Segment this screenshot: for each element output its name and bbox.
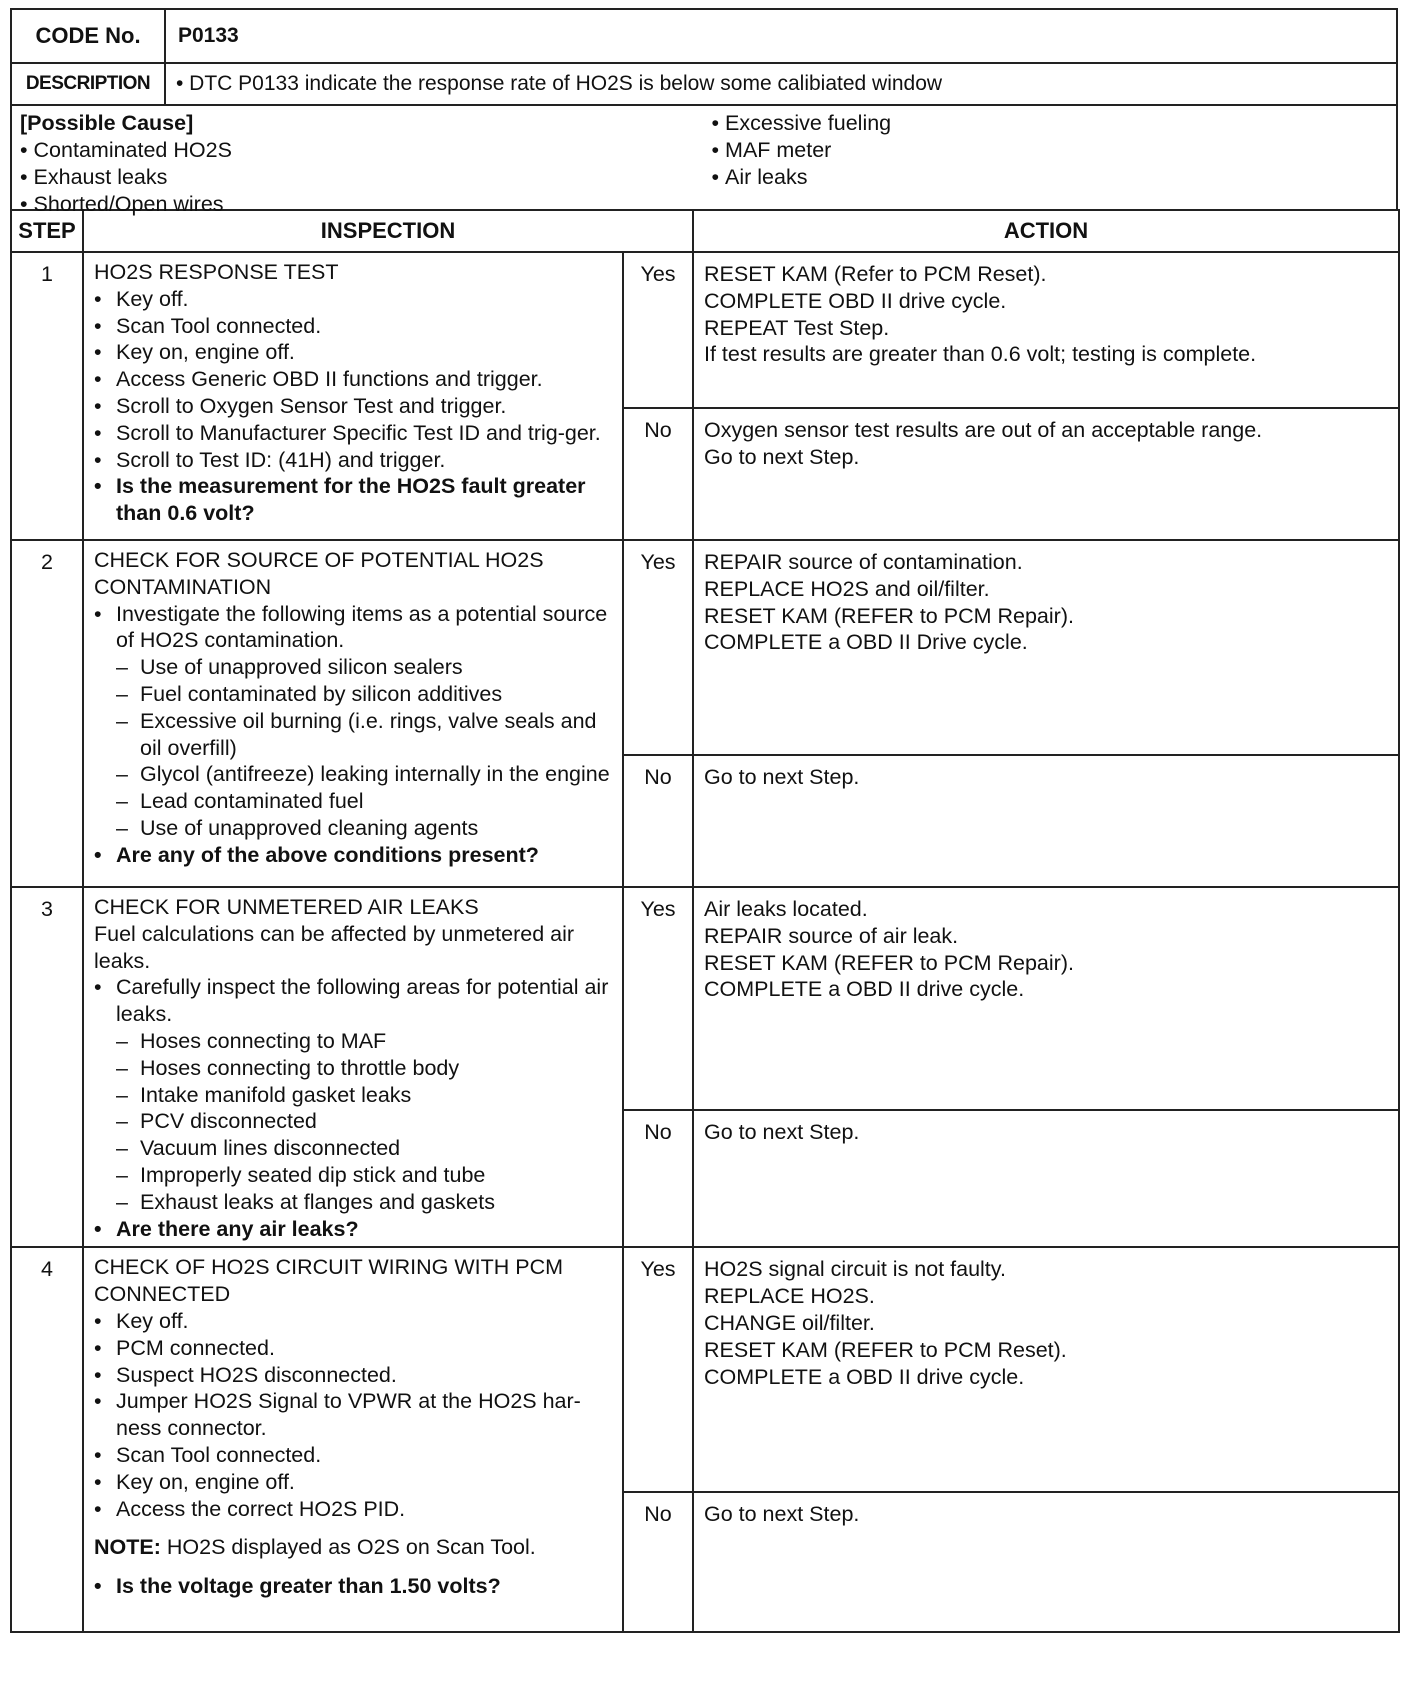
step-inspection <box>83 1247 623 1632</box>
cause-list-left <box>20 137 697 218</box>
action-line: RESET KAM (REFER to PCM Repair). <box>704 950 1074 975</box>
yes-label: Yes <box>623 887 693 1110</box>
action-line: COMPLETE OBD II drive cycle. <box>704 288 1007 313</box>
inspection-bullet: • Key off. <box>94 286 614 313</box>
inspection-bullet: • Scan Tool connected. <box>94 313 614 340</box>
inspection-subitem: – Excessive oil burning (i.e. rings, valve seals and oil overfill) <box>94 708 614 762</box>
dtc-sheet <box>10 8 1398 1633</box>
action-line: RESET KAM (Refer to PCM Reset). <box>704 262 1047 286</box>
inspection-subitem: – Intake manifold gasket leaks <box>94 1082 614 1109</box>
action-line: COMPLETE a OBD II drive cycle. <box>704 977 1025 1002</box>
action-line: COMPLETE a OBD II drive cycle. <box>704 1364 1025 1389</box>
step-number: 2 <box>11 540 83 887</box>
description-row <box>10 62 1398 104</box>
step-title: CHECK FOR SOURCE OF POTENTIAL HO2S CONTAMINATION <box>94 548 544 599</box>
inspection-subitem: – Glycol (antifreeze) leaking internally in the engine <box>94 761 614 788</box>
table-row <box>11 540 1399 755</box>
step-number: 1 <box>11 252 83 540</box>
action-line: Go to next Step. <box>704 1120 860 1145</box>
action-line: Go to next Step. <box>704 1502 860 1527</box>
step-title: HO2S RESPONSE TEST <box>94 260 339 284</box>
action-line: RESET KAM (REFER to PCM Repair). <box>704 603 1074 628</box>
inspection-bullet: • Jumper HO2S Signal to VPWR at the HO2S har-ness connector. <box>94 1388 614 1442</box>
action-line: REPAIR source of contamination. <box>704 550 1023 574</box>
inspection-subitem: – Exhaust leaks at flanges and gaskets <box>94 1189 614 1216</box>
step-number: 4 <box>11 1247 83 1632</box>
inspection-bullet: • Suspect HO2S disconnected. <box>94 1362 614 1389</box>
table-row <box>11 252 1399 408</box>
possible-cause-title: [Possible Cause] <box>20 111 194 135</box>
cause-item: • Excessive fueling <box>712 110 1389 137</box>
inspection-bullet: • Scan Tool connected. <box>94 1442 614 1469</box>
code-row <box>10 8 1398 62</box>
step-inspection <box>83 887 623 1247</box>
inspection-bullet: • Access the correct HO2S PID. <box>94 1496 614 1523</box>
action-line: REPLACE HO2S and oil/filter. <box>704 576 990 601</box>
cause-item: • Exhaust leaks <box>20 164 697 191</box>
yes-action <box>693 540 1399 755</box>
action-line: REPLACE HO2S. <box>704 1284 875 1309</box>
inspection-subitem: – Lead contaminated fuel <box>94 788 614 815</box>
inspection-subitem: – Vacuum lines disconnected <box>94 1135 614 1162</box>
note-label: NOTE: <box>94 1535 161 1560</box>
action-line: COMPLETE a OBD II Drive cycle. <box>704 630 1028 655</box>
step-intro: Fuel calculations can be affected by unmetered air leaks. <box>94 921 575 973</box>
no-action <box>693 1492 1399 1632</box>
yes-label: Yes <box>623 1247 693 1492</box>
possible-cause-section <box>10 104 1398 216</box>
cause-item: • Shorted/Open wires <box>20 191 697 218</box>
yes-action <box>693 252 1399 408</box>
step-number: 3 <box>11 887 83 1247</box>
inspection-bullet: • PCM connected. <box>94 1335 614 1362</box>
table-row <box>11 887 1399 1110</box>
yes-action <box>693 887 1399 1110</box>
cause-list-right <box>697 110 1389 218</box>
inspection-question: • Are there any air leaks? <box>94 1216 614 1243</box>
action-line: RESET KAM (REFER to PCM Reset). <box>704 1337 1067 1362</box>
action-line: CHANGE oil/filter. <box>704 1310 875 1335</box>
cause-item: • Contaminated HO2S <box>20 137 697 164</box>
inspection-bullet: • Investigate the following items as a potential source of HO2S contamination. <box>94 601 614 655</box>
inspection-bullet: • Access Generic OBD II functions and trigger. <box>94 366 614 393</box>
inspection-subitem: – Use of unapproved cleaning agents <box>94 815 614 842</box>
inspection-table <box>10 209 1400 1633</box>
yes-label: Yes <box>623 540 693 755</box>
action-line: REPEAT Test Step. <box>704 315 890 340</box>
no-action <box>693 755 1399 887</box>
inspection-subitem: – PCV disconnected <box>94 1108 614 1135</box>
note <box>94 1534 614 1561</box>
cause-item: • Air leaks <box>712 164 1389 191</box>
inspection-question: • Is the voltage greater than 1.50 volts? <box>94 1573 614 1600</box>
inspection-bullet: • Key on, engine off. <box>94 339 614 366</box>
inspection-column-header: INSPECTION <box>83 210 693 252</box>
no-label: No <box>623 1110 693 1247</box>
inspection-question: • Is the measurement for the HO2S fault greater than 0.6 volt? <box>94 473 614 527</box>
action-line: REPAIR source of air leak. <box>704 923 959 948</box>
action-line: Air leaks located. <box>704 897 868 921</box>
no-label: No <box>623 1492 693 1632</box>
inspection-question: • Are any of the above conditions present? <box>94 842 614 869</box>
action-line: Oxygen sensor test results are out of an acceptable range. <box>704 418 1263 442</box>
inspection-bullet: • Key on, engine off. <box>94 1469 614 1496</box>
inspection-subitem: – Fuel contaminated by silicon additives <box>94 681 614 708</box>
no-action <box>693 1110 1399 1247</box>
table-row <box>11 1247 1399 1492</box>
step-title: CHECK OF HO2S CIRCUIT WIRING WITH PCM CONNECTED <box>94 1255 564 1307</box>
inspection-subitem: – Improperly seated dip stick and tube <box>94 1162 614 1189</box>
action-line: Go to next Step. <box>704 765 860 789</box>
no-label: No <box>623 755 693 887</box>
no-action <box>693 408 1399 540</box>
note-text: HO2S displayed as O2S on Scan Tool. <box>160 1535 536 1560</box>
description-label: DESCRIPTION <box>12 64 166 104</box>
inspection-bullet: • Scroll to Manufacturer Specific Test ID and trig-ger. <box>94 420 614 447</box>
description-text: • DTC P0133 indicate the response rate of HO2S is below some calibiated window <box>176 72 943 95</box>
inspection-bullet: • Key off. <box>94 1308 614 1335</box>
inspection-bullet: • Carefully inspect the following areas for potential air leaks. <box>94 974 614 1028</box>
step-inspection <box>83 540 623 887</box>
yes-label: Yes <box>623 252 693 408</box>
inspection-bullet: • Scroll to Test ID: (41H) and trigger. <box>94 447 614 474</box>
step-title: CHECK FOR UNMETERED AIR LEAKS <box>94 895 479 919</box>
no-label: No <box>623 408 693 540</box>
code-label: CODE No. <box>12 10 166 62</box>
inspection-bullet: • Scroll to Oxygen Sensor Test and trigger. <box>94 393 614 420</box>
action-line: HO2S signal circuit is not faulty. <box>704 1257 1006 1282</box>
inspection-subitem: – Hoses connecting to MAF <box>94 1028 614 1055</box>
inspection-subitem: – Hoses connecting to throttle body <box>94 1055 614 1082</box>
code-value: P0133 <box>178 24 239 47</box>
action-line: Go to next Step. <box>704 444 860 469</box>
cause-item: • MAF meter <box>712 137 1389 164</box>
action-column-header: ACTION <box>693 210 1399 252</box>
step-column-header: STEP <box>11 210 83 252</box>
inspection-subitem: – Use of unapproved silicon sealers <box>94 654 614 681</box>
action-line: If test results are greater than 0.6 volt; testing is complete. <box>704 342 1257 367</box>
step-inspection <box>83 252 623 540</box>
yes-action <box>693 1247 1399 1492</box>
